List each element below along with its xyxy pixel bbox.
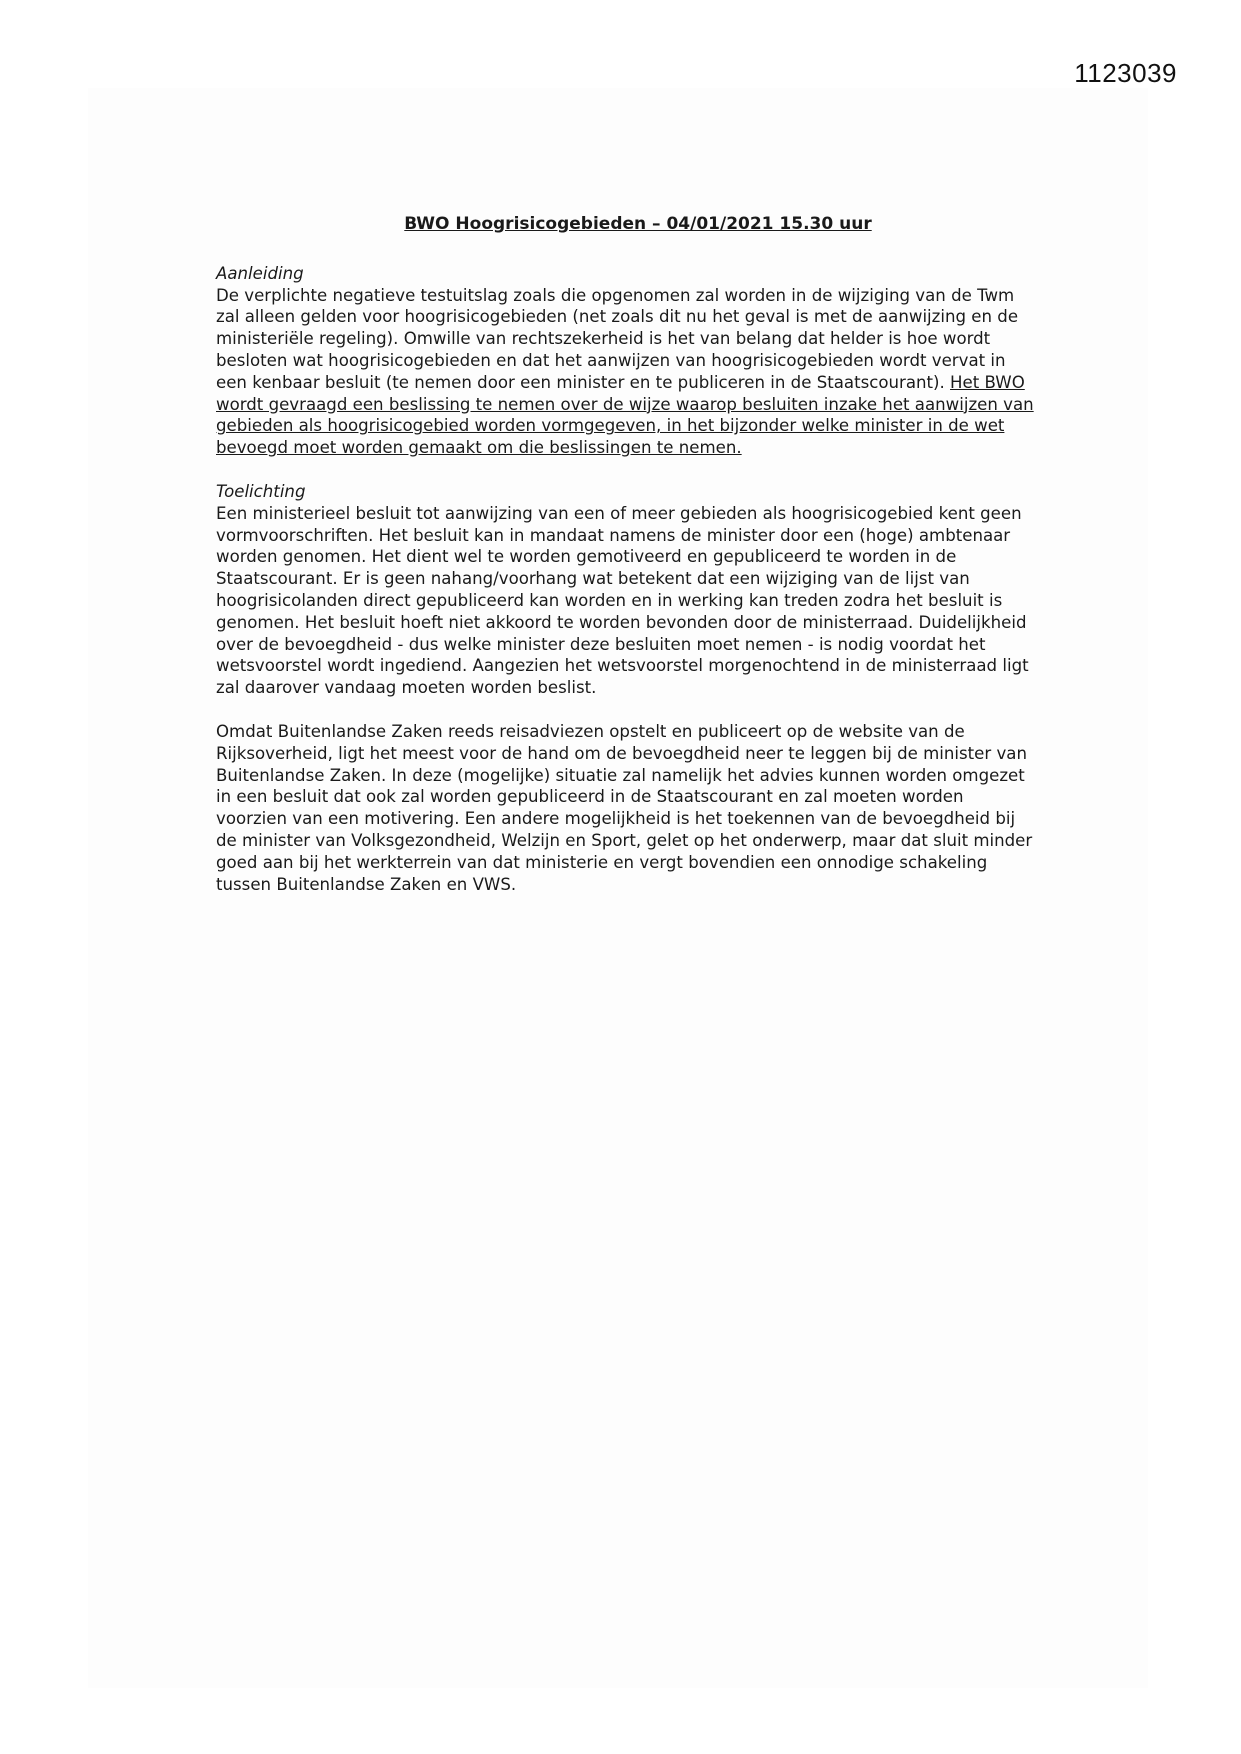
section-heading-toelichting: Toelichting: [216, 481, 306, 501]
underlined-request-text: Het BWO wordt gevraagd een beslissing te nemen over de wijze waarop besluiten inzake het aanwijzen van gebieden als hoogrisicogebied worden vormgegeven, in het bijzonder welke minister in de wet bevoegd moet worden gemaakt om die beslissingen te nemen.: [216, 372, 1034, 458]
section-paragraph-bevoegdheid: Omdat Buitenlandse Zaken reeds reisadviezen opstelt en publiceert op de website van de Rijksoverheid, ligt het meest voor de hand om de bevoegdheid neer te leggen bij de minister van Buitenlandse Zaken. In deze (mogelijke) situatie zal namelijk het advies kunnen worden omgezet in een besluit dat ook zal worden gepubliceerd in de Staatscourant en zal moeten worden voorzien van een motivering. Een andere mogelijkheid is het toekennen van de bevoegdheid bij de minister van Volksgezondheid, Welzijn en Sport, gelet op het onderwerp, maar dat sluit minder goed aan bij het werkterrein van dat ministerie en vergt bovendien een onnodige schakeling tussen Buitenlandse Zaken en VWS.: [216, 721, 1033, 894]
section-heading-aanleiding: Aanleiding: [216, 263, 304, 283]
section-paragraph-aanleiding: [216, 285, 1036, 459]
document-title: BWO Hoogrisicogebieden – 04/01/2021 15.30 uur: [404, 214, 872, 234]
document-number: 1123039: [1074, 58, 1177, 88]
section-paragraph-toelichting: Een ministerieel besluit tot aanwijzing van een of meer gebieden als hoogrisicogebied kent geen vormvoorschriften. Het besluit kan in mandaat namens de minister door een (hoge) ambtenaar worden genomen. Het dient wel te worden gemotiveerd en gepubliceerd te worden in de Staatscourant. Er is geen nahang/voorhang wat betekent dat een wijziging van de lijst van hoogrisicolanden direct gepubliceerd kan worden en in werking kan treden zodra het besluit is genomen. Het besluit hoeft niet akkoord te worden bevonden door de ministerraad. Duidelijkheid over de bevoegdheid - dus welke minister deze besluiten moet nemen - is nodig voordat het wetsvoorstel wordt ingediend. Aangezien het wetsvoorstel morgenochtend in de ministerraad ligt zal daarover vandaag moeten worden beslist.: [216, 503, 1029, 698]
document-body: [216, 214, 1036, 895]
paragraph-text: De verplichte negatieve testuitslag zoals die opgenomen zal worden in de wijziging van de Twm zal alleen gelden voor hoogrisicogebieden (net zoals dit nu het geval is met de aanwijzing en de ministeriële regeling). Omwille van rechtszekerheid is het van belang dat helder is hoe wordt besloten wat hoogrisicogebieden en dat het aanwijzen van hoogrisicogebieden wordt vervat in een kenbaar besluit (te nemen door een minister en te publiceren in de Staatscourant).: [216, 285, 1019, 392]
